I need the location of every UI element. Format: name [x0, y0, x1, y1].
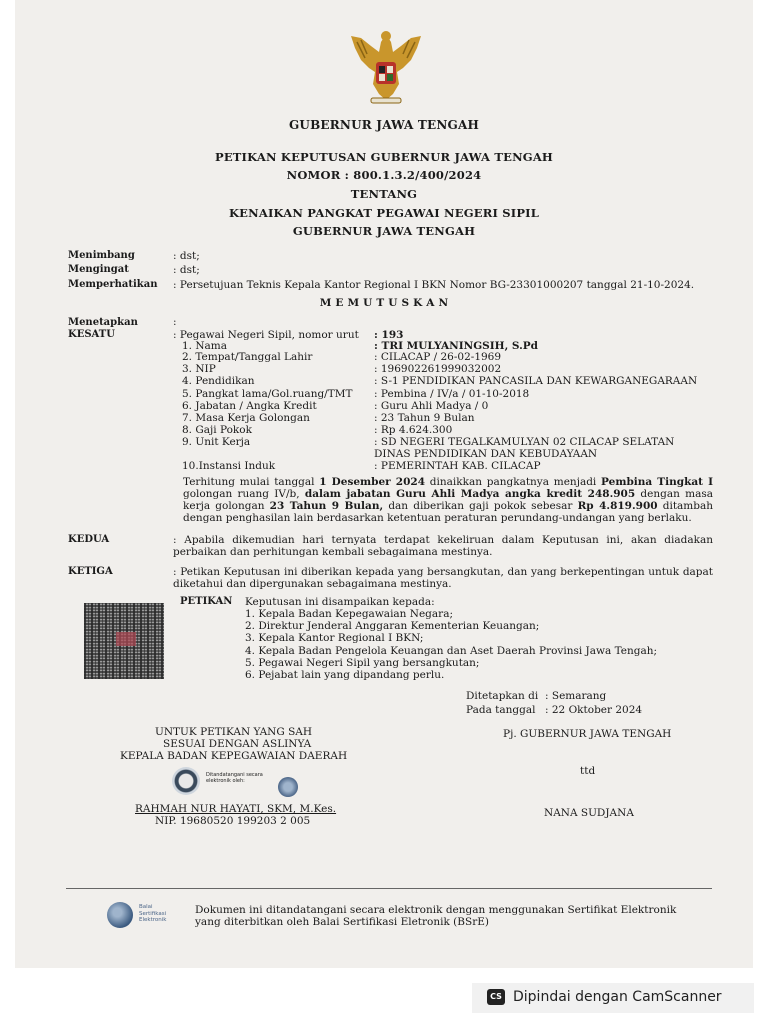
date-value: : 22 Oktober 2024	[545, 704, 643, 716]
bsre-small-icon	[278, 777, 298, 797]
recipient-item: 1. Kepala Badan Kepegawaian Negara;	[245, 608, 453, 620]
row-label: 8. Gaji Pokok	[182, 424, 252, 436]
place-value: : Semarang	[545, 690, 607, 702]
garuda-emblem-icon	[343, 28, 429, 108]
ttd-mark: ttd	[580, 765, 596, 777]
kesatu-paragraph: Terhitung mulai tanggal 1 Desember 2024 dinaikkan pangkatnya menjadi Pembina Tingkat I golongan ruang IV/b, dalam jabatan Guru Ahli Madya angka kredit 248.905 dengan masa kerja golongan 23 Tahun 9 Bulan, dan diberikan gaji pokok sebesar Rp 4.819.900 ditambah dengan penghasilan lain berdasarkan ketentuan peraturan perundang-undangan yang berlaku.	[183, 476, 714, 524]
footer-divider	[66, 888, 712, 889]
recipient-item: 4. Kepala Badan Pengelola Keuangan dan Aset Daerah Provinsi Jawa Tengah;	[245, 645, 658, 657]
menetapkan-colon: :	[173, 316, 177, 328]
issuer-heading: GUBERNUR JAWA TENGAH	[288, 118, 480, 132]
recipient-item: 6. Pejabat lain yang dipandang perlu.	[245, 669, 445, 681]
document-title: PETIKAN KEPUTUSAN GUBERNUR JAWA TENGAH	[214, 150, 554, 164]
esign-seal-icon	[172, 767, 200, 795]
row-label: 10.Instansi Induk	[182, 460, 276, 472]
date-label: Pada tanggal	[466, 704, 536, 716]
row-value: : SD NEGERI TEGALKAMULYAN 02 CILACAP SELATAN	[374, 436, 675, 448]
recipient-item: 5. Pegawai Negeri Sipil yang bersangkutan;	[245, 657, 480, 669]
recipient-item: 3. Kepala Kantor Regional I BKN;	[245, 632, 424, 644]
governor-name: NANA SUDJANA	[544, 807, 634, 819]
row-label: 4. Pendidikan	[182, 375, 255, 387]
row-label: 7. Masa Kerja Golongan	[182, 412, 310, 424]
memperhatikan-text: : Persetujuan Teknis Kepala Kantor Regional I BKN Nomor BG-23301000207 tanggal 21-10-2024.	[173, 279, 695, 291]
ketiga-label: KETIGA	[68, 566, 113, 577]
petikan-intro: Keputusan ini disampaikan kepada:	[245, 596, 435, 608]
cert-line-3: KEPALA BADAN KEPEGAWAIAN DAERAH	[120, 750, 348, 762]
row-label: 9. Unit Kerja	[182, 436, 251, 448]
memutuskan-heading: M E M U T U S K A N	[319, 297, 449, 309]
official-name: RAHMAH NUR HAYATI, SKM, M.Kes.	[135, 803, 337, 815]
footer-line-2: yang diterbitkan oleh Balai Sertifikasi Eletronik (BSrE)	[195, 916, 489, 928]
qr-center-mark	[116, 632, 136, 646]
kesatu-intro: : Pegawai Negeri Sipil, nomor urut	[173, 329, 359, 341]
decree-number: NOMOR : 800.1.3.2/400/2024	[286, 168, 482, 182]
subject-line-2: GUBERNUR JAWA TENGAH	[292, 224, 476, 238]
subject-line-1: KENAIKAN PANGKAT PEGAWAI NEGERI SIPIL	[228, 206, 540, 220]
ketiga-text: : Petikan Keputusan ini diberikan kepada yang bersangkutan, dan yang berkepentingan untuk dapat diketahui dan dipergunakan sebagaimana mestinya.	[173, 566, 713, 590]
about-label: TENTANG	[350, 187, 418, 201]
mengingat-text: : dst;	[173, 264, 200, 276]
row-value: DINAS PENDIDIKAN DAN KEBUDAYAAN	[374, 448, 598, 460]
row-value: : 23 Tahun 9 Bulan	[374, 412, 475, 424]
kedua-text: : Apabila dikemudian hari ternyata terdapat kekeliruan dalam Keputusan ini, akan diadakan perbaikan dan perhitungan kembali sebagaimana mestinya.	[173, 534, 713, 558]
row-value: : Pembina / IV/a / 01-10-2018	[374, 388, 530, 400]
kesatu-label: KESATU	[68, 329, 115, 340]
mengingat-label: Mengingat	[68, 264, 129, 275]
footer-line-1: Dokumen ini ditandatangani secara elektronik dengan menggunakan Sertifikat Elektronik	[195, 904, 677, 916]
official-nip: NIP. 19680520 199203 2 005	[155, 815, 311, 827]
petikan-label: PETIKAN	[180, 596, 233, 607]
row-value: : PEMERINTAH KAB. CILACAP	[374, 460, 541, 472]
camscanner-text: Dipindai dengan CamScanner	[513, 989, 722, 1005]
esign-text: Ditandatangani secara elektronik oleh:	[206, 772, 263, 784]
row-label: 5. Pangkat lama/Gol.ruang/TMT	[182, 388, 353, 400]
recipient-item: 2. Direktur Jenderal Anggaran Kementerian Keuangan;	[245, 620, 540, 632]
memperhatikan-label: Memperhatikan	[68, 279, 158, 290]
camscanner-icon: CS	[487, 989, 505, 1005]
governor-title: Pj. GUBERNUR JAWA TENGAH	[503, 728, 672, 740]
place-label: Ditetapkan di	[466, 690, 539, 702]
row-label: 1. Nama	[182, 340, 228, 352]
kesatu-intro-value: : 193	[374, 329, 404, 341]
row-label: 2. Tempat/Tanggal Lahir	[182, 351, 313, 363]
row-value: : S-1 PENDIDIKAN PANCASILA DAN KEWARGANEGARAAN	[374, 375, 698, 387]
row-value: : CILACAP / 26-02-1969	[374, 351, 502, 363]
menetapkan-label: Menetapkan	[68, 317, 138, 328]
row-value: : TRI MULYANINGSIH, S.Pd	[374, 340, 539, 352]
cert-line-2: SESUAI DENGAN ASLINYA	[163, 738, 312, 750]
row-label: 6. Jabatan / Angka Kredit	[182, 400, 317, 412]
row-label: 3. NIP	[182, 363, 216, 375]
row-value: : Guru Ahli Madya / 0	[374, 400, 489, 412]
row-value: : 196902261999032002	[374, 363, 502, 375]
kedua-label: KEDUA	[68, 534, 110, 545]
row-value: : Rp 4.624.300	[374, 424, 453, 436]
menimbang-text: : dst;	[173, 250, 200, 262]
cert-line-1: UNTUK PETIKAN YANG SAH	[155, 726, 313, 738]
bsre-logo-text: Balai Sertifikasi Elektronik	[139, 904, 167, 923]
menimbang-label: Menimbang	[68, 250, 135, 261]
bsre-logo-icon	[107, 902, 133, 928]
